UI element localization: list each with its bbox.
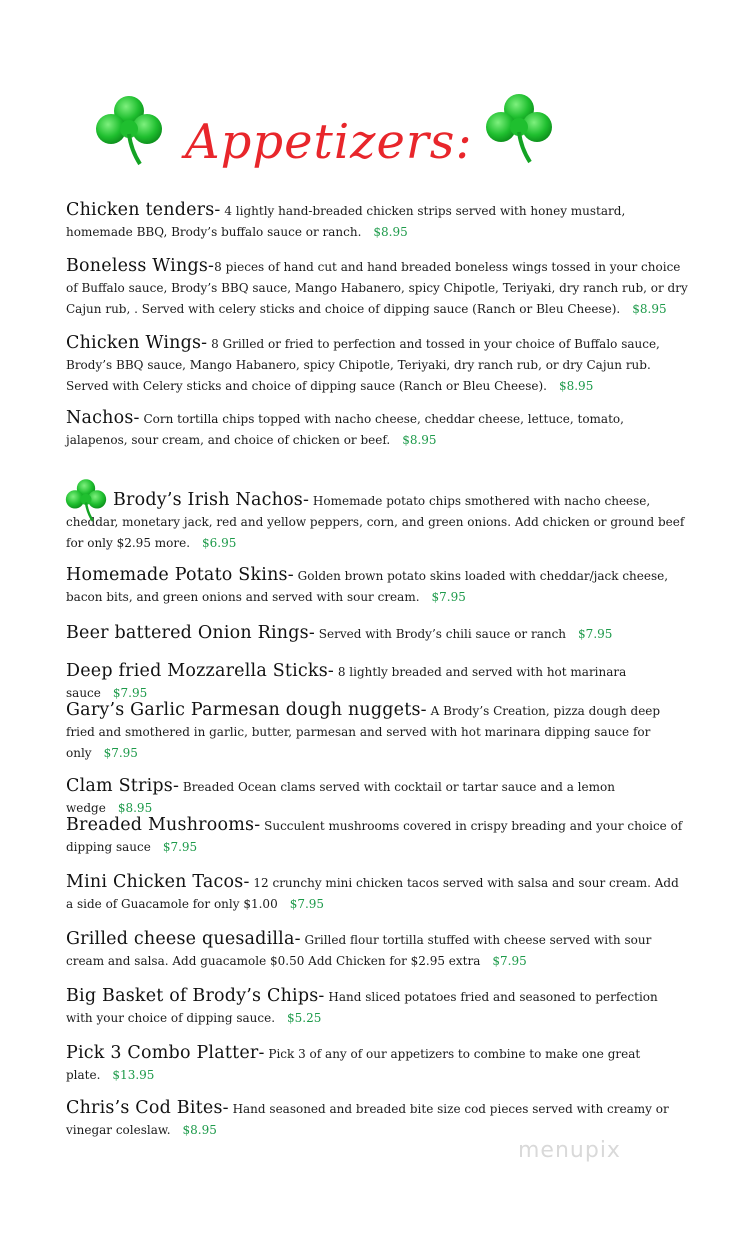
- item-name: Nachos-: [66, 408, 140, 428]
- item-description: Pick 3 of any of our appetizers to combine to make one great plate.: [66, 1047, 641, 1082]
- item-name: Chicken Wings-: [66, 333, 208, 353]
- item-price: $8.95: [558, 379, 594, 393]
- list-item: [66, 986, 688, 1029]
- page-title: Appetizers:: [185, 114, 473, 170]
- list-item: [66, 490, 688, 554]
- list-item: [66, 776, 688, 819]
- list-item: [66, 333, 688, 397]
- item-name: Clam Strips-: [66, 776, 180, 796]
- item-price: $7.95: [103, 746, 138, 760]
- item-price: $7.95: [289, 897, 325, 911]
- list-item: [66, 623, 688, 645]
- list-item: [66, 408, 688, 451]
- item-name: Beer battered Onion Rings-: [66, 623, 315, 643]
- item-description: 12 crunchy mini chicken tacos served with salsa and sour cream. Add a side of Guacamole for only $1.00: [66, 876, 679, 911]
- item-price: $5.25: [287, 1011, 322, 1025]
- item-description: Hand seasoned and breaded bite size cod pieces served with creamy or vinegar coleslaw.: [66, 1102, 669, 1137]
- item-price: $7.95: [492, 954, 527, 968]
- item-description: Hand sliced potatoes fried and seasoned to perfection with your choice of dipping sauce.: [66, 990, 658, 1025]
- item-name: Mini Chicken Tacos-: [66, 872, 250, 892]
- item-price: $7.95: [162, 840, 198, 854]
- item-price: $8.95: [402, 433, 437, 447]
- item-description: Grilled flour tortilla stuffed with cheese served with sour cream and salsa. Add guacamole $0.50 Add Chicken for $2.95 extra: [66, 933, 652, 968]
- item-description: Served with Brody’s chili sauce or ranch: [314, 627, 567, 641]
- shamrock-icon: [94, 94, 164, 166]
- item-name: Chris’s Cod Bites-: [66, 1098, 229, 1118]
- item-name: Chicken tenders-: [66, 200, 221, 220]
- item-name: Deep fried Mozzarella Sticks-: [66, 661, 335, 681]
- watermark: menupix: [518, 1138, 621, 1163]
- item-name: Boneless Wings-: [66, 256, 215, 276]
- item-price: $7.95: [578, 627, 613, 641]
- item-description: 8 pieces of hand cut and hand breaded boneless wings tossed in your choice of Buffalo sauce, Brody’s BBQ sauce, Mango Habanero, spicy Chipotle, Teriyaki, dry ranch rub, or dry Cajun rub, . Served with celery sticks and choice of dipping sauce (Ranch or Bleu Cheese).: [66, 260, 688, 316]
- header: [0, 80, 750, 190]
- item-price: $13.95: [112, 1068, 155, 1082]
- item-description: 8 Grilled or fried to perfection and tossed in your choice of Buffalo sauce, Brody’s BBQ sauce, Mango Habanero, spicy Chipotle, Teriyaki, dry ranch rub, or dry Cajun rub. Served with Celery sticks and choice of dipping sauce (Ranch or Bleu Cheese).: [66, 337, 660, 393]
- item-name: Grilled cheese quesadilla-: [66, 929, 301, 949]
- item-price: $8.95: [117, 801, 153, 815]
- item-price: $7.95: [112, 686, 148, 700]
- item-price: $6.95: [202, 536, 237, 550]
- item-name: Brody’s Irish Nachos-: [113, 490, 310, 510]
- item-description: 4 lightly hand-breaded chicken strips served with honey mustard, homemade BBQ, Brody’s buffalo sauce or ranch.: [66, 204, 626, 239]
- item-description: A Brody’s Creation, pizza dough deep fried and smothered in garlic, butter, parmesan and served with hot marinara dipping sauce for only: [66, 704, 661, 760]
- list-item: [66, 565, 688, 608]
- shamrock-icon: [64, 478, 108, 522]
- item-name: Pick 3 Combo Platter-: [66, 1043, 265, 1063]
- list-item: [66, 700, 688, 764]
- item-name: Homemade Potato Skins-: [66, 565, 294, 585]
- list-item: [66, 1043, 688, 1086]
- item-description: Breaded Ocean clams served with cocktail or tartar sauce and a lemon wedge: [66, 780, 615, 815]
- item-price: $8.95: [182, 1123, 217, 1137]
- item-price: $7.95: [431, 590, 466, 604]
- list-item: [66, 200, 688, 243]
- list-item: [66, 872, 688, 915]
- item-name: Gary’s Garlic Parmesan dough nuggets-: [66, 700, 427, 720]
- item-name: Breaded Mushrooms-: [66, 815, 261, 835]
- shamrock-icon: [484, 92, 554, 164]
- item-name: Big Basket of Brody’s Chips-: [66, 986, 325, 1006]
- item-description: Golden brown potato skins loaded with cheddar/jack cheese, bacon bits, and green onions and served with sour cream.: [66, 569, 669, 604]
- item-price: $8.95: [373, 225, 408, 239]
- item-price: $8.95: [632, 302, 667, 316]
- item-description: Succulent mushrooms covered in crispy breading and your choice of dipping sauce: [66, 819, 683, 854]
- list-item: [66, 661, 688, 704]
- list-item: [66, 815, 688, 858]
- list-item: [66, 929, 688, 972]
- item-description: Corn tortilla chips topped with nacho cheese, cheddar cheese, lettuce, tomato, jalapenos, sour cream, and choice of chicken or beef.: [66, 412, 624, 447]
- list-item: [66, 1098, 688, 1141]
- list-item: [66, 256, 688, 320]
- item-description: 8 lightly breaded and served with hot marinara sauce: [66, 665, 627, 700]
- item-description: Homemade potato chips smothered with nacho cheese, cheddar, monetary jack, red and yellow peppers, corn, and green onions. Add chicken or ground beef for only $2.95 more.: [66, 494, 685, 550]
